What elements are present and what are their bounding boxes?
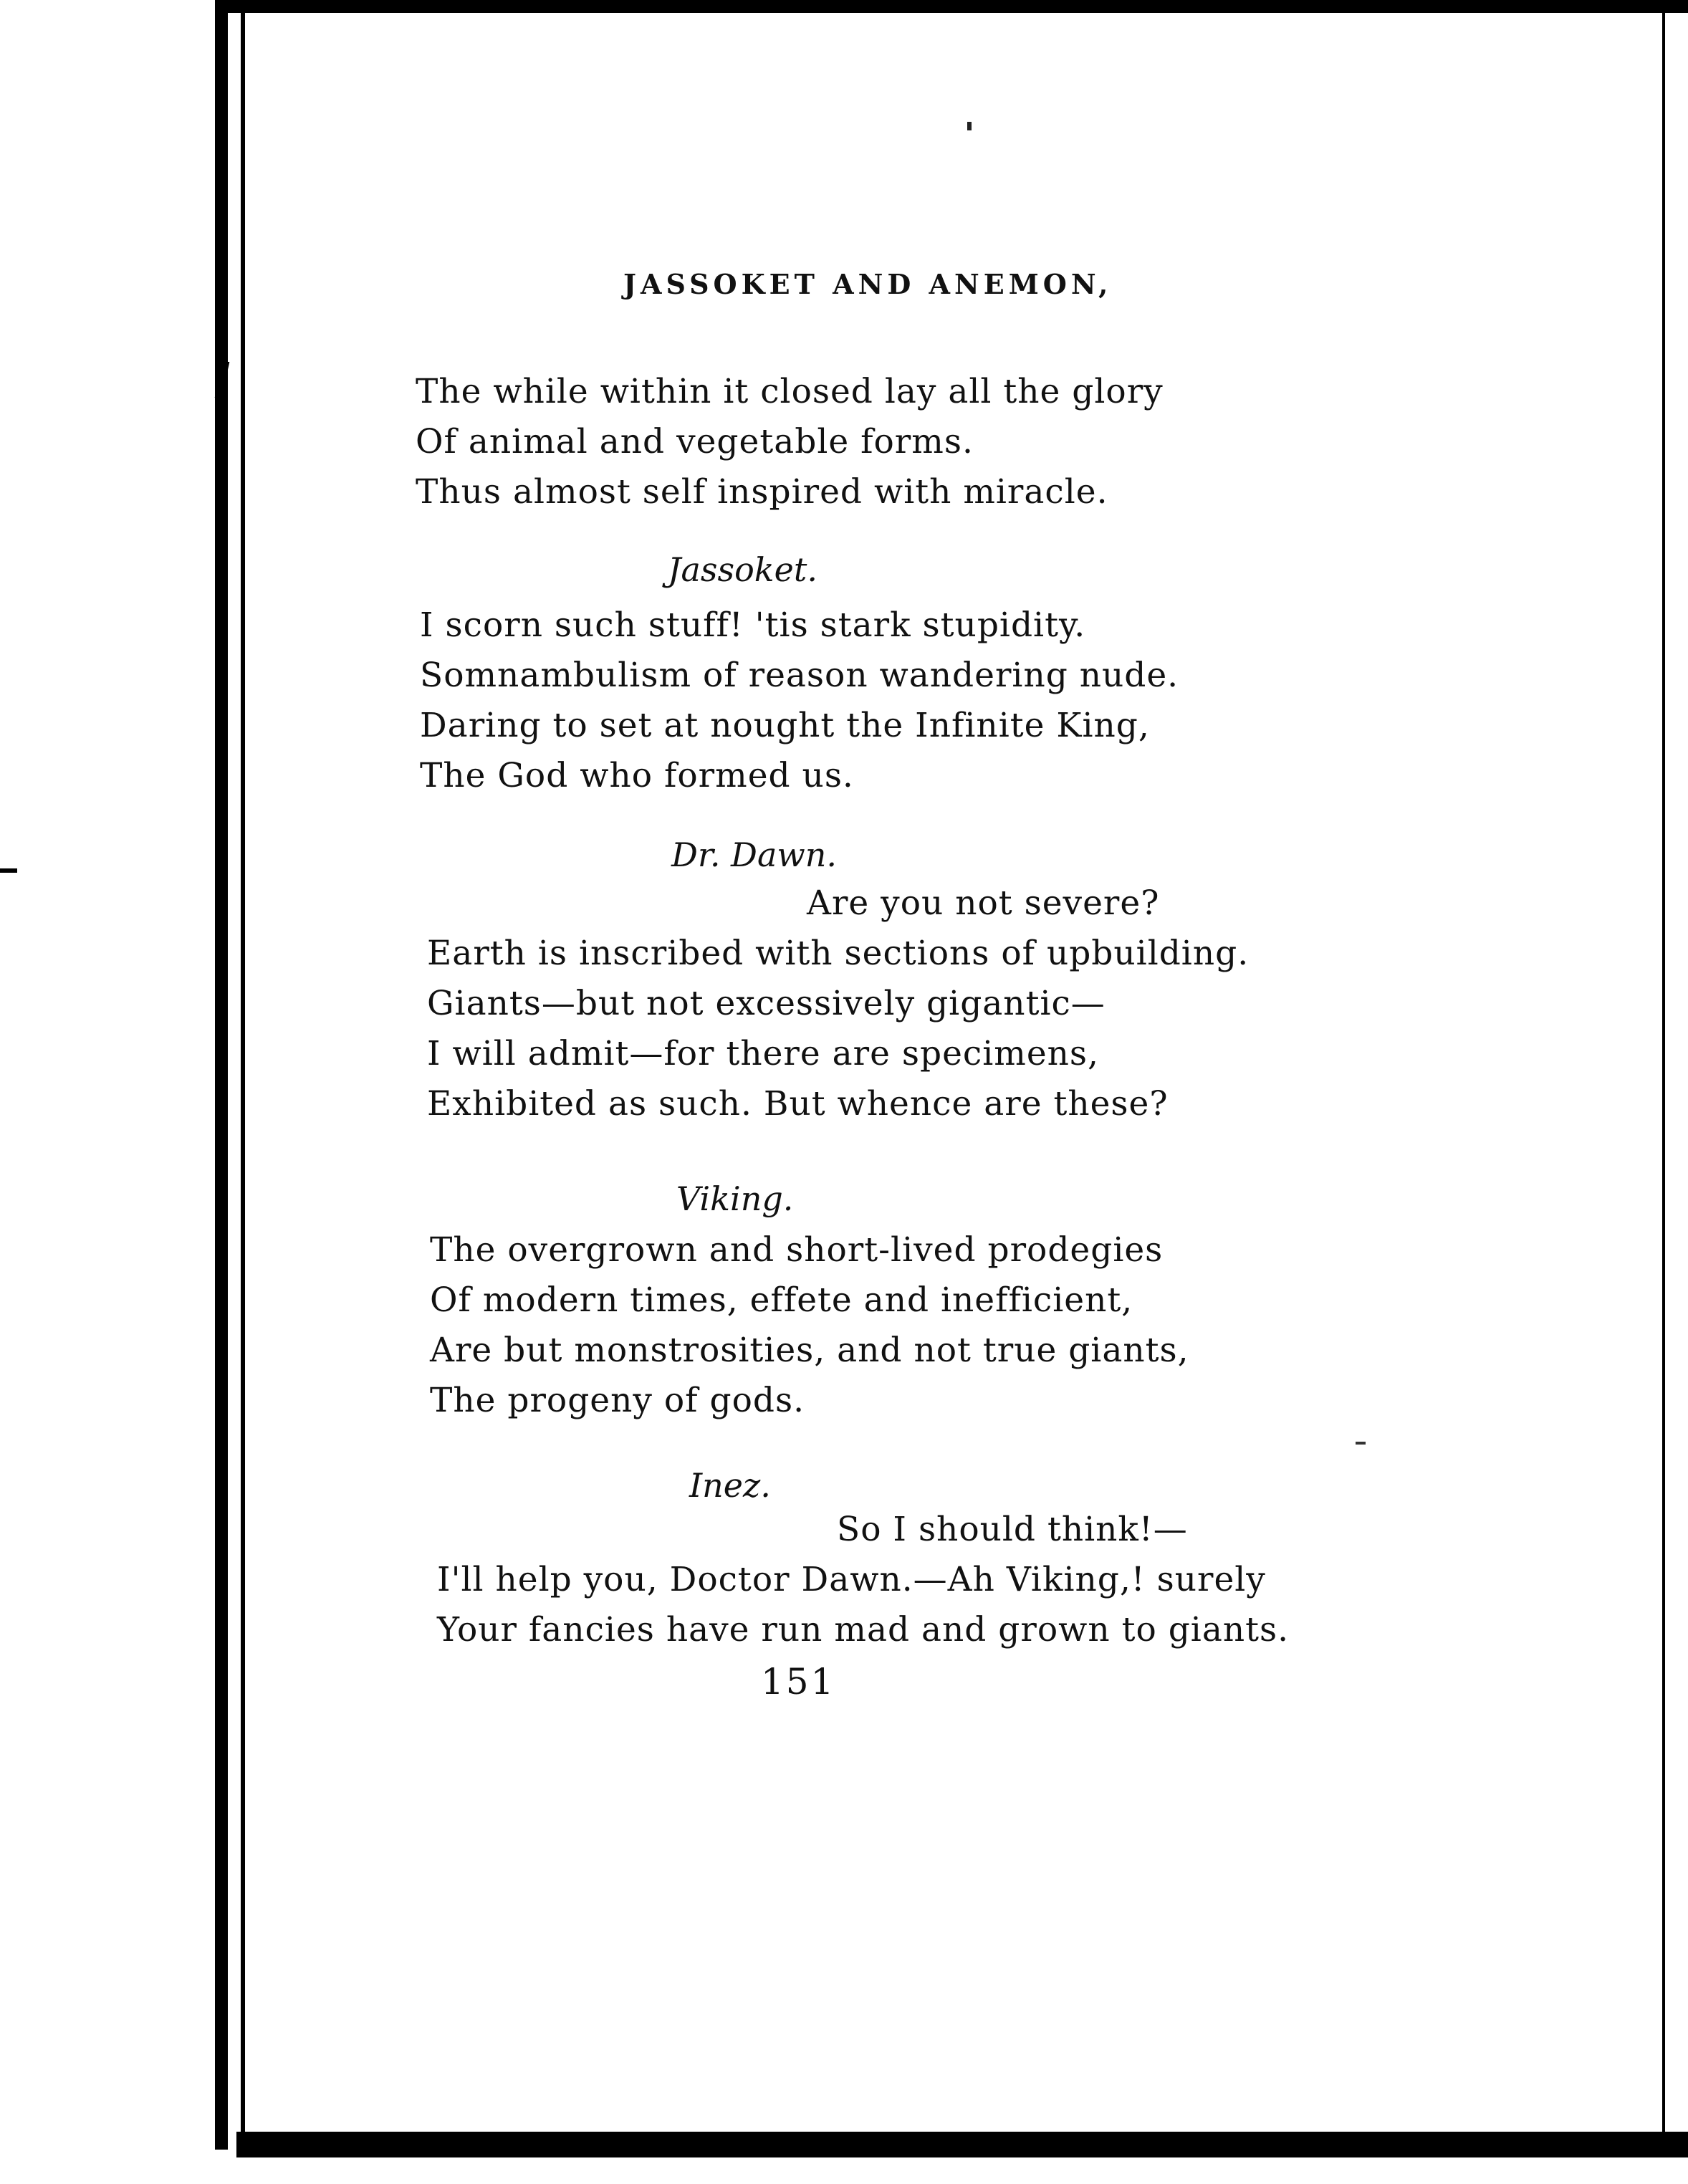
verse-line: The overgrown and short-lived prodegies (430, 1230, 1164, 1270)
book-spine-edge (215, 0, 228, 2150)
verse-line: So I should think!— (837, 1510, 1188, 1549)
scan-speck (1356, 1442, 1366, 1445)
page-right-edge (1662, 13, 1665, 2134)
verse-line: Thus almost self inspired with miracle. (416, 472, 1108, 512)
verse-line: The while within it closed lay all the glory (416, 372, 1164, 411)
scan-speck (967, 122, 972, 130)
speaker-name: Jassoket. (668, 550, 817, 589)
verse-line: Are you not severe? (807, 883, 1160, 923)
running-head: JASSOKET AND ANEMON, (623, 268, 1113, 300)
verse-line: Of animal and vegetable forms. (416, 422, 974, 461)
scan-border-top (215, 0, 1688, 13)
verse-line: Giants—but not excessively gigantic— (427, 984, 1106, 1023)
speaker-name: Inez. (689, 1466, 771, 1505)
verse-line: Earth is inscribed with sections of upbuilding. (427, 934, 1250, 973)
verse-line: I'll help you, Doctor Dawn.—Ah Viking,! surely (437, 1560, 1266, 1599)
verse-line: Somnambulism of reason wandering nude. (420, 656, 1179, 695)
scan-margin-left (0, 0, 215, 2184)
verse-line: Your fancies have run mad and grown to giants. (437, 1610, 1290, 1649)
scan-border-bottom (236, 2132, 1688, 2157)
speaker-name: Viking. (676, 1179, 794, 1218)
speaker-name: Dr. Dawn. (671, 835, 837, 874)
verse-line: I scorn such stuff! 'tis stark stupidity. (420, 605, 1086, 645)
verse-line: Of modern times, effete and inefficient, (430, 1280, 1133, 1320)
verse-line: The God who formed us. (420, 756, 854, 795)
verse-line: Are but monstrosities, and not true giants, (430, 1331, 1189, 1370)
page-number: 151 (761, 1661, 836, 1702)
verse-line: The progeny of gods. (430, 1381, 805, 1420)
verse-line: Exhibited as such. But whence are these? (427, 1084, 1169, 1124)
book-page (245, 13, 1662, 2132)
verse-line: I will admit—for there are specimens, (427, 1034, 1099, 1073)
scan-tick-mark (0, 868, 17, 873)
verse-line: Daring to set at nought the Infinite King, (420, 706, 1150, 745)
